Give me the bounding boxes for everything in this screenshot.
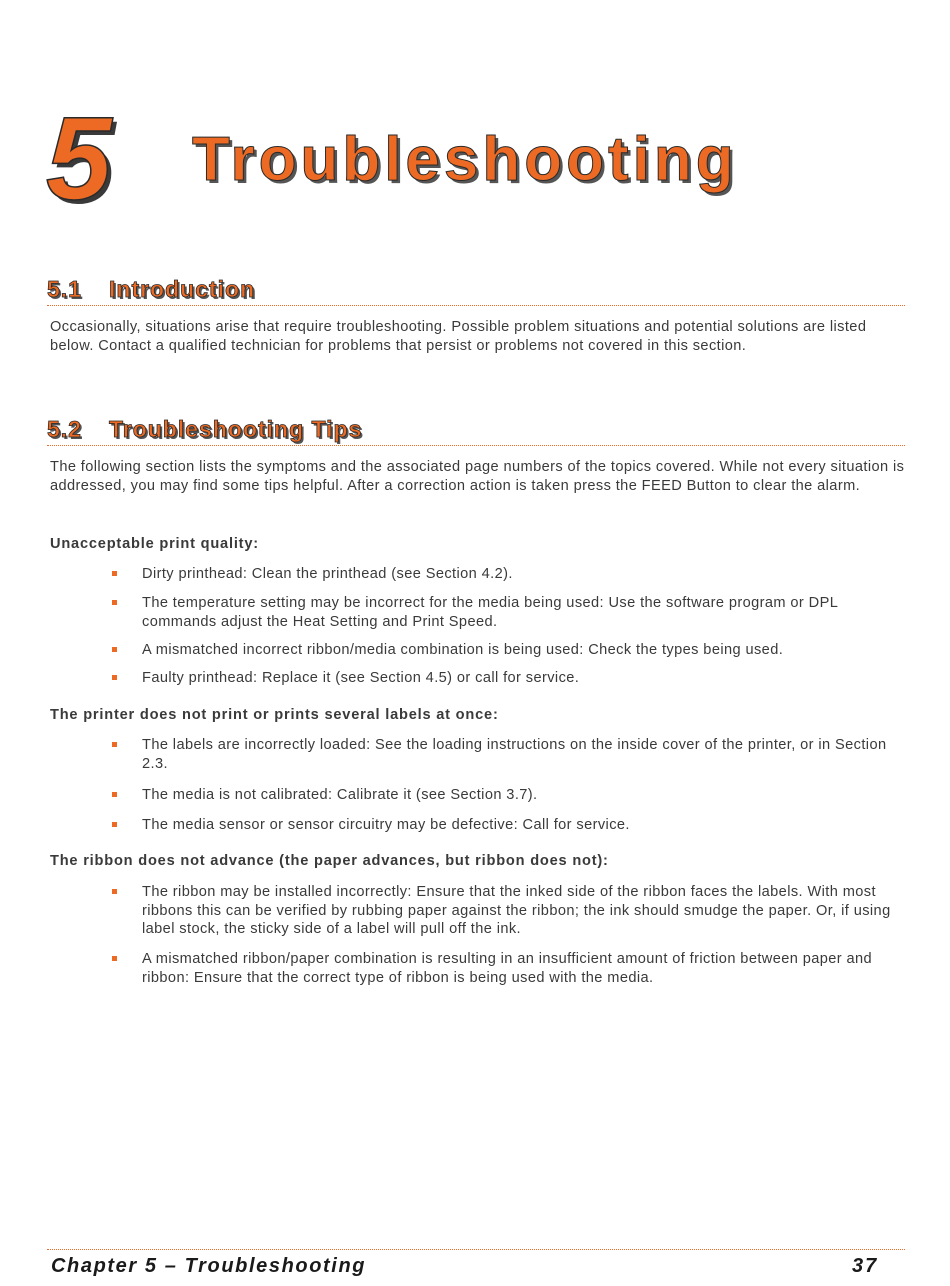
list-item bbox=[110, 950, 905, 987]
problem-heading: The ribbon does not advance (the paper advances, but ribbon does not): bbox=[50, 853, 609, 869]
list-item bbox=[110, 594, 905, 631]
tips-paragraph: The following section lists the symptoms and the associated page numbers of the topics covered. While not every situation is addressed, you may find some tips helpful. After a correction action is taken press the FEED Button to clear the alarm. bbox=[50, 459, 905, 494]
list-item-text: The media sensor or sensor circuitry may be defective: Call for service. bbox=[142, 817, 630, 833]
section-number: 5.1 bbox=[47, 276, 82, 302]
list-item-text: The media is not calibrated: Calibrate it (see Section 3.7). bbox=[142, 787, 538, 803]
bullet-icon bbox=[112, 792, 117, 797]
footer-divider bbox=[47, 1249, 905, 1250]
problem-heading: Unacceptable print quality: bbox=[50, 536, 259, 552]
list-item bbox=[110, 786, 905, 805]
list-item bbox=[110, 816, 905, 835]
list-item-text: Dirty printhead: Clean the printhead (see Section 4.2). bbox=[142, 566, 513, 582]
bullet-icon bbox=[112, 675, 117, 680]
section-heading-troubleshooting-tips bbox=[47, 418, 905, 446]
bullet-icon bbox=[112, 956, 117, 961]
page-number: 37 bbox=[852, 1255, 879, 1277]
list-item bbox=[110, 565, 905, 584]
list-item-text: Faulty printhead: Replace it (see Section 4.5) or call for service. bbox=[142, 670, 580, 686]
list-item bbox=[110, 641, 905, 660]
bullet-icon bbox=[112, 822, 117, 827]
list-item-text: A mismatched incorrect ribbon/media combination is being used: Check the types being used. bbox=[142, 642, 784, 658]
problem-heading: The printer does not print or prints several labels at once: bbox=[50, 707, 499, 723]
section-heading-introduction bbox=[47, 278, 905, 306]
list-item bbox=[110, 883, 905, 939]
bullet-icon bbox=[112, 647, 117, 652]
list-item-text: The temperature setting may be incorrect for the media being used: Use the software program or DPL commands adjust the Heat Setting and Print Speed. bbox=[142, 595, 838, 630]
chapter-number: 5 bbox=[46, 93, 110, 225]
list-item bbox=[110, 736, 905, 773]
chapter-title: Troubleshooting bbox=[192, 125, 738, 194]
intro-paragraph: Occasionally, situations arise that require troubleshooting. Possible problem situations and potential solutions are listed below. Contact a qualified technician for problems that persist or problems not covered in this section. bbox=[50, 319, 867, 354]
bullet-icon bbox=[112, 571, 117, 576]
bullet-icon bbox=[112, 742, 117, 747]
list-item-text: The ribbon may be installed incorrectly: Ensure that the inked side of the ribbon faces the labels. With most ribbons this can be verified by rubbing paper against the ribbon; the ink should smudge the paper. Or, if using label stock, the sticky side of a label will pull off the ink. bbox=[142, 884, 891, 937]
list-item-text: The labels are incorrectly loaded: See the loading instructions on the inside cover of the printer, or in Section 2.3. bbox=[142, 737, 887, 772]
section-number: 5.2 bbox=[47, 416, 82, 442]
bullet-icon bbox=[112, 889, 117, 894]
list-item-text: A mismatched ribbon/paper combination is resulting in an insufficient amount of friction between paper and ribbon: Ensure that the correct type of ribbon is being used with the media. bbox=[142, 951, 873, 986]
section-title: Introduction bbox=[109, 276, 256, 302]
section-title: Troubleshooting Tips bbox=[109, 416, 363, 442]
list-item bbox=[110, 669, 905, 688]
footer-chapter-label: Chapter 5 – Troubleshooting bbox=[51, 1255, 367, 1277]
bullet-icon bbox=[112, 600, 117, 605]
